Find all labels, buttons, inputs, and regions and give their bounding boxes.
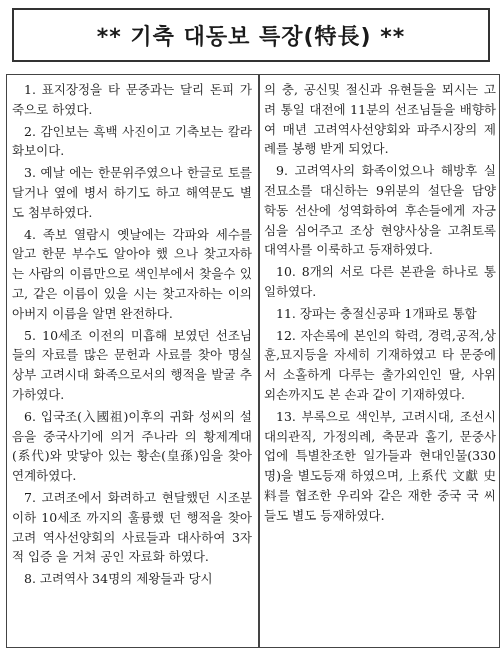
list-item: 11. 장파는 충절신공파 1개파로 통합 bbox=[276, 305, 477, 321]
list-item: 13. 부록으로 색인부, 고려시대, 조선시대의관직, 가정의례, 축문과 홀기, 문중사업에 특별찬조한 일가들과 현대인물(330명)을 별도등재 하였으며, 上系代 文獻 史料를 협조한 우리와 같은 재한 중국 국 씨들도 별도 등재하였다. bbox=[264, 408, 496, 523]
list-item: 10. 8개의 서로 다른 본관을 하나로 통일하였다. bbox=[264, 264, 496, 299]
right-column bbox=[264, 80, 496, 528]
list-item: 8. 고려역사 34명의 제왕들과 당시 bbox=[24, 571, 213, 587]
list-item: 7. 고려조에서 화려하고 현달했던 시조분 이하 10세조 까지의 훌륭했 던 행적을 찾아 고려 역사선양회의 사료들과 대사하여 3자적 입증 을 거쳐 공인 자료화 하였다. bbox=[12, 489, 252, 565]
list-item: 5. 10세조 이전의 미흡해 보였던 선조님들의 자료를 많은 문헌과 사료를 찾아 명실상부 고려시대 화족으로서의 행적을 발굴 추가하였다. bbox=[12, 327, 252, 402]
list-item: 12. 자손록에 본인의 학력, 경력,공적,상훈,묘지등을 자세히 기재하였고 타 문중에서 소홀하게 다루는 출가외인인 딸, 사위 외손까지도 본 손과 같이 기재하였다. bbox=[264, 327, 496, 402]
page-title: ** 기축 대동보 특장(特長) ** bbox=[96, 24, 406, 50]
column-divider bbox=[258, 74, 260, 648]
list-item-continued: 의 충, 공신및 절신과 유현들을 뫼시는 고려 통일 대전에 11분의 선조님들을 배향하여 매년 고려역사선양회와 파주시장의 제례를 봉행 받게 되었다. bbox=[264, 82, 496, 157]
list-item: 2. 감인보는 흑백 사진이고 기축보는 칼라 화보이다. bbox=[12, 123, 252, 159]
list-item: 4. 족보 열람시 옛날에는 각파와 세수를 알고 한문 부수도 알아야 했 으나 찾고자하는 사람의 이름만으로 색인부에서 찾을수 있고, 같은 이름이 있을 시는 찾고자하는 이의 아버지 이름을 알면 완전하다. bbox=[12, 226, 252, 321]
title-box bbox=[12, 8, 490, 62]
left-column bbox=[12, 80, 252, 591]
list-item: 6. 입국조(入國祖)이후의 귀화 성씨의 설음을 중국사기에 의거 주나라 의 황제계대(系代)와 맞닿아 있는 황손(皇孫)임을 찾아 연계하였다. bbox=[12, 408, 252, 484]
list-item: 9. 고려역사의 화족이었으나 해방후 실전묘소를 대신하는 9위분의 설단을 담양 학동 선산에 성역화하여 후손들에게 자긍심을 심어주고 조상 현양사상을 고취토록 대역사를 이룩하고 등재하였다. bbox=[264, 163, 496, 258]
list-item: 3. 예날 에는 한문위주였으나 한글로 토를 달거나 옆에 병서 하기도 하고 해역문도 별도 첨부하였다. bbox=[12, 165, 252, 220]
list-item: 1. 표지장정을 타 문중과는 달리 돈피 가죽으로 하였다. bbox=[12, 82, 252, 117]
